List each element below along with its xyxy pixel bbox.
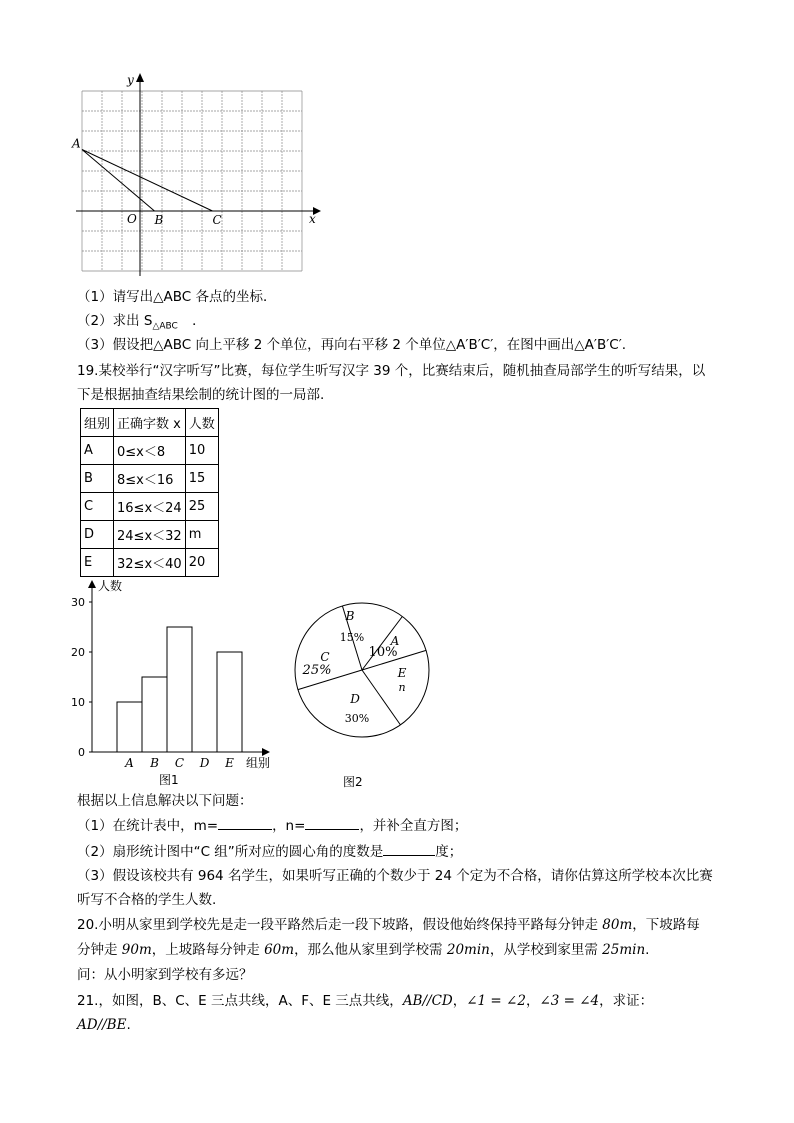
table-header-cell: 人数 [185, 409, 218, 437]
q20-text: ，从学校到家里需 [489, 942, 603, 958]
q19-part1-b: ，n= [272, 818, 306, 834]
pie-labels [302, 609, 407, 725]
answer-blank-m[interactable] [218, 815, 272, 830]
bar-category-label: C [174, 756, 185, 770]
q20-text: . [645, 942, 650, 958]
bar-category-label: E [225, 756, 234, 770]
q21-angle-equality-1: ∠1 = ∠2 [466, 993, 526, 1009]
bar-chart-x-arrow [262, 748, 270, 756]
pie-slice-label: D [350, 692, 360, 706]
table-row [81, 437, 219, 465]
q20-line2 [77, 940, 649, 960]
q18-part2-prefix: （2）求出 S [77, 313, 153, 329]
bar-chart-bars [117, 627, 242, 752]
bar-category-label: B [150, 756, 159, 770]
q20-time-home: 25min [602, 942, 646, 958]
q20-line3: 问：从小明家到学校有多远？ [77, 967, 253, 983]
answer-blank-n[interactable] [305, 815, 359, 830]
q20-time-to-school: 20min [446, 942, 490, 958]
table-cell: 32≤x＜40 [114, 549, 186, 577]
q19-part1-c: ，并补全直方图； [359, 818, 468, 834]
table-row [81, 493, 219, 521]
bar-chart-ylabel: 人数 [98, 579, 123, 593]
pie-chart-figure2 [285, 598, 445, 790]
q21-parallel-ab-cd: AB//CD [402, 993, 453, 1009]
q21-line1 [77, 991, 653, 1011]
pie-slice-value: 15% [339, 631, 365, 644]
bar-e [217, 652, 242, 752]
q20-text: 分钟走 [77, 942, 122, 958]
bar-chart-figure1 [60, 578, 285, 790]
q20-line1 [77, 915, 700, 935]
q20-text: 20.小明从家里到学校先是走一段平路然后走一段下坡路，假设他始终保持平路每分钟走 [77, 917, 603, 933]
table-cell: 20 [185, 549, 218, 577]
q21-text: ，求证： [599, 993, 654, 1009]
pie-slice-value: 30% [344, 712, 370, 725]
table-cell: 25 [185, 493, 218, 521]
q18-part2-sub: △ABC [152, 321, 178, 332]
table-row [81, 549, 219, 577]
bar-b [142, 677, 167, 752]
answer-blank-angle[interactable] [383, 841, 435, 856]
table-cell: E [81, 549, 114, 577]
table-cell: 15 [185, 465, 218, 493]
q19-part1-a: （1）在统计表中，m= [77, 818, 219, 834]
bar-chart-tick-label: 0 [78, 746, 85, 759]
pie-slice-label: C [320, 650, 330, 664]
table-cell: 0≤x＜8 [114, 437, 186, 465]
q21-text: . [126, 1017, 131, 1033]
table-cell: A [81, 437, 114, 465]
bar-category-label: A [125, 756, 134, 770]
coordinate-grid-figure [70, 70, 330, 280]
q19-prompt: 根据以上信息解决以下问题： [77, 793, 253, 809]
triangle-outline [82, 150, 213, 212]
grid-lines [82, 91, 302, 271]
bar-chart-tick-label: 30 [71, 596, 85, 609]
bar-chart-xlabel: 组别 [246, 756, 271, 770]
origin-label: O [127, 212, 137, 226]
q19-part3-line2: 听写不合格的学生人数. [77, 892, 217, 908]
q20-downhill-speed: 90m [121, 942, 152, 958]
table-cell: 24≤x＜32 [114, 521, 186, 549]
q21-angle-equality-2: ∠3 = ∠4 [539, 993, 600, 1009]
pie-slice-label: E [397, 666, 407, 680]
bar-chart-ticks [71, 596, 92, 759]
point-label-a: A [72, 136, 81, 151]
q21-text: ， [525, 993, 540, 1009]
bar-chart-tick-label: 10 [71, 696, 85, 709]
q19-line2: 下是根据抽查结果绘制的统计图的一局部. [77, 387, 325, 403]
q18-part1: （1）请写出△ABC 各点的坐标． [77, 289, 277, 305]
point-label-b: B [154, 213, 164, 227]
table-cell: 8≤x＜16 [114, 465, 186, 493]
table-header-row [81, 409, 219, 437]
bar-chart-categories [124, 756, 234, 770]
table-header-cell: 组别 [81, 409, 114, 437]
bar-chart-tick-label: 20 [71, 646, 85, 659]
point-label-c: C [212, 213, 222, 227]
q18-part2 [77, 311, 206, 337]
q20-text: ，下坡路每 [632, 917, 700, 933]
pie-slice-value: n [398, 681, 406, 694]
axes [76, 73, 321, 276]
bar-a [117, 702, 142, 752]
q21-text: 21.，如图，B、C、E 三点共线，A、F、E 三点共线， [77, 993, 403, 1009]
q20-flat-speed: 80m [602, 917, 633, 933]
table-cell: m [185, 521, 218, 549]
q20-text: ，上坡路每分钟走 [151, 942, 265, 958]
q18-part3: （3）假设把△ABC 向上平移 2 个单位，再向右平移 2 个单位△A′B′C′，在图中画出△A′B′C′. [77, 337, 627, 353]
bar-chart-y-arrow [88, 580, 96, 588]
bar-category-label: D [199, 756, 210, 770]
pie-slice-value: 25% [302, 663, 332, 678]
q20-text: ，那么他从家里到学校需 [294, 942, 447, 958]
q21-text: ， [452, 993, 467, 1009]
q19-part3-line1: （3）假设该校共有 964 名学生，如果听写正确的个数少于 24 个定为不合格，请你估算这所学校本次比赛 [77, 868, 713, 884]
statistics-table [80, 408, 219, 577]
q21-line2 [77, 1015, 131, 1035]
q19-part2-a: （2）扇形统计图中“C 组”所对应的圆心角的度数是 [77, 844, 384, 860]
q19-part2 [77, 841, 462, 862]
figure2-caption: 图2 [343, 775, 363, 789]
q20-uphill-speed: 60m [264, 942, 295, 958]
table-header-cell: 正确字数 x [114, 409, 186, 437]
pie-slice-label: A [390, 634, 400, 648]
triangle-abc [71, 137, 222, 228]
table-row [81, 465, 219, 493]
table-cell: D [81, 521, 114, 549]
table-cell: C [81, 493, 114, 521]
pie-slice-value: 10% [368, 645, 398, 660]
q19-part2-b: 度； [435, 844, 463, 860]
table-row [81, 521, 219, 549]
pie-slice-label: B [345, 609, 355, 623]
q18-part2-suffix: ． [192, 313, 206, 329]
q19-line1: 19.某校举行“汉字听写”比赛，每位学生听写汉字 39 个，比赛结束后，随机抽查局部学生的听写结果，以 [77, 363, 706, 379]
x-axis-label: x [309, 212, 316, 226]
bar-c [167, 627, 192, 752]
table-cell: 10 [185, 437, 218, 465]
figure1-caption: 图1 [159, 773, 179, 787]
q19-part1 [77, 815, 467, 836]
table-cell: B [81, 465, 114, 493]
y-axis-arrow [136, 73, 144, 82]
y-axis-label: y [127, 73, 134, 87]
table-cell: 16≤x＜24 [114, 493, 186, 521]
q21-prove-ad-be: AD//BE [77, 1017, 127, 1033]
